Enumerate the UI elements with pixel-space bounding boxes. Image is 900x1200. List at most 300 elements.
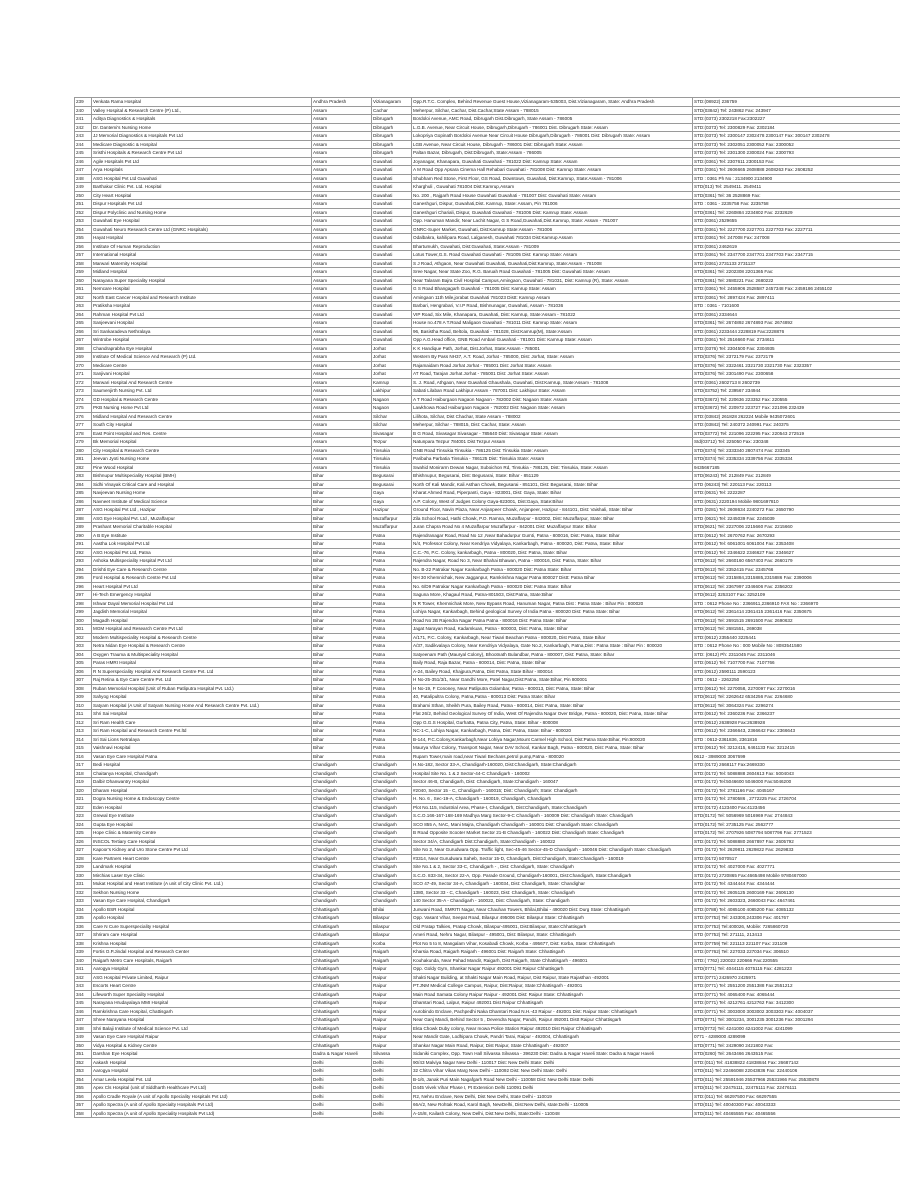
address-cell: GNB Road Tinsukia Tinsukia - 786125 Dist: Tinsukia State: Assam	[412, 446, 693, 455]
address-cell: Odalbakra, kahilipara Road, Lalganesh, Guwahati 781034 Dist:Kamrup Assam	[412, 234, 693, 243]
table-row	[75, 608, 900, 617]
serial-number-cell: 310	[75, 701, 92, 710]
phone-cell: STD:(0771) 2426970 2425971	[693, 973, 900, 982]
table-row	[75, 999, 900, 1008]
table-row	[75, 1084, 900, 1093]
table-row	[75, 140, 900, 149]
serial-number-cell: 331	[75, 880, 92, 889]
hospital-name-cell: Guwahati Neuro Research Centre Ltd (GNRC Hospitals)	[92, 225, 312, 234]
phone-cell: STD:(0361) Tel: 2455906 2528587 2457348 Fax: 2459186 2455102	[693, 285, 900, 294]
state-cell: Chhattisgarh	[312, 956, 372, 965]
table-row	[75, 574, 900, 583]
table-row	[75, 973, 900, 982]
address-cell: Road No 2B Rajendra Nagar Patna Patna - 800016 Dist: Patna State: Bihar	[412, 616, 693, 625]
phone-cell: STD:(0361) Tel: 247008 Fax: 247008	[693, 234, 900, 243]
address-cell: A/37, Sadikvalaya Colony, Near Kendriya Vidyalaya, Gate No.2, Kankarbagh, Patna,Dist : Patna State : Bihar Pin : 800020	[412, 642, 693, 651]
state-cell: Bihar	[312, 616, 372, 625]
hospital-name-cell: GD Hospital & Research Centre	[92, 395, 312, 404]
table-row	[75, 1007, 900, 1016]
serial-number-cell: 294	[75, 565, 92, 574]
serial-number-cell: 252	[75, 208, 92, 217]
table-row	[75, 939, 900, 948]
phone-cell: 0771 - 4289000 4289099	[693, 1033, 900, 1042]
city-cell: Guwahati	[372, 259, 412, 268]
hospital-name-cell: Satyam Hospital (A Unit of Satyam Nursing Home And Research Centre Pvt. Ltd.)	[92, 701, 312, 710]
address-cell: Hospital Site No. 1 & 2 Sector-44-C Chandigarh - 160002	[412, 769, 693, 778]
table-row	[75, 123, 900, 132]
phone-cell: STD:(0612) 2355440 3225441	[693, 633, 900, 642]
spreadsheet-sheet	[74, 97, 900, 1118]
phone-cell: STD(03772) Tel: 221096 222295 Fax: 220543 272519	[693, 429, 900, 438]
state-cell: Bihar	[312, 676, 372, 685]
city-cell: Patna	[372, 599, 412, 608]
city-cell: Raigarh	[372, 956, 412, 965]
state-cell: Bihar	[312, 744, 372, 753]
serial-number-cell: 248	[75, 174, 92, 183]
city-cell: Dibrugarh	[372, 149, 412, 158]
city-cell: Jorhat	[372, 344, 412, 353]
hospital-name-cell: Midland Hospital And Research Centre	[92, 412, 312, 421]
phone-cell: STD:(0172) Tel: 5088888 2604613 Fax: 5004043	[693, 769, 900, 778]
phone-cell: STD:(0612) Tel: 2360236 Fax: 2366237	[693, 710, 900, 719]
city-cell: Jorhat	[372, 361, 412, 370]
address-cell: Dhamtari Road, Lalpur, Raipur 492001 Dist Raipur Chhattisgarh	[412, 999, 693, 1008]
address-cell: H No-19, F Cononey, Near Patliputra Golambar, Patna - 800013, Dist: Patna, State: Bihar	[412, 684, 693, 693]
table-row	[75, 650, 900, 659]
phone-cell: STD(0612) Tel: 2262642 6534256 Fax: 2264680	[693, 693, 900, 702]
state-cell: Assam	[312, 276, 372, 285]
serial-number-cell: 308	[75, 684, 92, 693]
address-cell: Opp G.G.S Hospital, Gurhatta, Patna City, Patna, State: Bihar - 800008	[412, 718, 693, 727]
phone-cell: STD(0612) Tel: 3064324 Fax: 2296274	[693, 701, 900, 710]
address-cell: Brahami Sthan, Sheikh Pura, Bailey Road, Patna - 800014, Dist: Patna, State: Bihar	[412, 701, 693, 710]
hospital-name-cell: Bishnupur Multispeciality Hospital (BMH)	[92, 472, 312, 481]
address-cell: L.G.B. Avenue, Near Circuit House, Dibrugarh,Dibrugarh - 786001 Dist. Dibrugarh State: Assam	[412, 123, 693, 132]
hospital-name-cell: Magadh Hospital	[92, 616, 312, 625]
serial-number-cell: 241	[75, 115, 92, 124]
city-cell: Raipur	[372, 973, 412, 982]
table-row	[75, 693, 900, 702]
table-row	[75, 480, 900, 489]
table-row	[75, 735, 900, 744]
city-cell: Raipur	[372, 1016, 412, 1025]
phone-cell: STD: (0612) Ph: 2311045 Fax: 2311046	[693, 650, 900, 659]
city-cell: Patna	[372, 727, 412, 736]
address-cell: Aurobindo Enclave, Pachpedhi Naka Dhamtari Road N.H.-43 Raipur - 492001 Dist: Raipur State: Chhattisgarh	[412, 1007, 693, 1016]
state-cell: Bihar	[312, 608, 372, 617]
city-cell: Chandigarh	[372, 795, 412, 804]
table-row	[75, 540, 900, 549]
phone-cell: STD:(07759) Tel: 221113 221107 Fax: 221109	[693, 939, 900, 948]
table-row	[75, 251, 900, 260]
serial-number-cell: 257	[75, 251, 92, 260]
serial-number-cell: 276	[75, 412, 92, 421]
table-row	[75, 599, 900, 608]
state-cell: Delhi	[312, 1058, 372, 1067]
phone-cell: Std(03712) Tel: 225050 Fax: 230348	[693, 438, 900, 447]
serial-number-cell: 255	[75, 234, 92, 243]
phone-cell: STD:(0361) Tel: 2227700 2227701 2227703 Fax: 2227711	[693, 225, 900, 234]
state-cell: Chandigarh	[312, 829, 372, 838]
address-cell: H.No-182, Sector 33-A, Chandigarh-160020, Dist:Chandigarh, State:Chandigarh	[412, 761, 693, 770]
serial-number-cell: 357	[75, 1101, 92, 1110]
table-row	[75, 905, 900, 914]
table-row	[75, 922, 900, 931]
serial-number-cell: 275	[75, 404, 92, 413]
hospital-name-cell: Gupta Eye Hospital	[92, 820, 312, 829]
phone-cell: STD:(0612) Tel: 2346622 2346627 Fax: 2346627	[693, 548, 900, 557]
city-cell: Patna	[372, 650, 412, 659]
address-cell: A-24, Bailey Road, Khajpura,Patna, Dist Patna, State Bihar - 800014	[412, 667, 693, 676]
serial-number-cell: 296	[75, 582, 92, 591]
hospital-name-cell: Aditya Diagnostics & Hospitals	[92, 115, 312, 124]
state-cell: Bihar	[312, 642, 372, 651]
phone-cell: STD(0612) Tel: 2361414 2361415 2361416 Fax: 2350675	[693, 608, 900, 617]
city-cell: Guwahati	[372, 336, 412, 345]
serial-number-cell: 314	[75, 735, 92, 744]
state-cell: Assam	[312, 378, 372, 387]
table-row	[75, 871, 900, 880]
serial-number-cell: 324	[75, 820, 92, 829]
address-cell: Swahid Monirarm Dewan Nagar, Suboichon Rd, Tinsukia - 786125, Dist: Tinsukia, State: Assam	[412, 463, 693, 472]
city-cell: Delhi	[372, 1101, 412, 1110]
phone-cell: STD:(0361) Tel: 2347700 2347701 2347703 Fax: 2347715	[693, 251, 900, 260]
serial-number-cell: 335	[75, 914, 92, 923]
hospital-name-cell: Jagdish Memorial Hospital	[92, 608, 312, 617]
state-cell: Chandigarh	[312, 854, 372, 863]
table-row	[75, 659, 900, 668]
table-row	[75, 421, 900, 430]
phone-cell: STD(0612) Tel: 2315884,2315885,2315886 Fax: 2390006	[693, 574, 900, 583]
phone-cell: STD (06243) Tel: 220113 Fax: 220113	[693, 480, 900, 489]
hospital-name-cell: Drishti Eye Care & Research Centre	[92, 565, 312, 574]
address-cell: A T Road Haiburgaon Nagaon Nagaon - 782002 Dist: Nagaon State: Assam	[412, 395, 693, 404]
state-cell: Chhattisgarh	[312, 973, 372, 982]
phone-cell: STD:(0612) Tel: 2366643, 2366642 Fax: 2366643	[693, 727, 900, 736]
state-cell: Chandigarh	[312, 761, 372, 770]
phone-cell: STD:(0361) 2233444 2228819 Fax:2228876	[693, 327, 900, 336]
state-cell: Assam	[312, 234, 372, 243]
city-cell: Patna	[372, 540, 412, 549]
phone-cell: STD:(0373) Tel: 2300829 Fax: 2302184	[693, 123, 900, 132]
address-cell: A M Road Opp Apsara Cinema Hall Rehabari Guwahati - 781008 Dist: Kamrup State: Assam	[412, 166, 693, 175]
city-cell: Guwahati	[372, 234, 412, 243]
state-cell: Bihar	[312, 735, 372, 744]
serial-number-cell: 340	[75, 956, 92, 965]
hospital-name-cell: Vasan Eye Care Hospital, Chandigarh	[92, 897, 312, 906]
phone-cell: STD (0172) Tel: 2629811 2629822 Fax: 2629833	[693, 846, 900, 855]
table-row	[75, 557, 900, 566]
hospital-name-cell: Sidhi Vinayak Critical Care and Hospital	[92, 480, 312, 489]
city-cell: Guwahati	[372, 174, 412, 183]
phone-cell: 0612 - 3989000 3067699	[693, 752, 900, 761]
city-cell: Delhi	[372, 1109, 412, 1118]
serial-number-cell: 272	[75, 378, 92, 387]
phone-cell: STD(0612) 3253107 Fax: 3252109	[693, 591, 900, 600]
table-row	[75, 914, 900, 923]
state-cell: Bihar	[312, 531, 372, 540]
table-row	[75, 514, 900, 523]
serial-number-cell: 334	[75, 905, 92, 914]
hospital-name-cell: Navneet Institute of Medical Science	[92, 497, 312, 506]
city-cell: Guwahati	[372, 217, 412, 226]
table-row	[75, 1050, 900, 1059]
city-cell: Patna	[372, 591, 412, 600]
hospital-name-cell: Dispur Polyclinic and Nursing Home	[92, 208, 312, 217]
serial-number-cell: 356	[75, 1092, 92, 1101]
serial-number-cell: 321	[75, 795, 92, 804]
serial-number-cell: 307	[75, 676, 92, 685]
state-cell: Delhi	[312, 1109, 372, 1118]
hospital-name-cell: Shriram care Hospital	[92, 931, 312, 940]
hospital-name-cell: Aakash Hospital	[92, 1058, 312, 1067]
table-row	[75, 795, 900, 804]
table-row	[75, 837, 900, 846]
city-cell: Patna	[372, 684, 412, 693]
hospital-name-cell: City Heart Hospital	[92, 191, 312, 200]
table-row	[75, 336, 900, 345]
state-cell: Assam	[312, 259, 372, 268]
serial-number-cell: 290	[75, 531, 92, 540]
table-row	[75, 412, 900, 421]
state-cell: Delhi	[312, 1075, 372, 1084]
state-cell: Chandigarh	[312, 820, 372, 829]
state-cell: Chhattisgarh	[312, 905, 372, 914]
phone-cell: STD:(0172) Tel: 2781166 Fax: 4045167	[693, 786, 900, 795]
serial-number-cell: 353	[75, 1067, 92, 1076]
serial-number-cell: 319	[75, 778, 92, 787]
table-row	[75, 106, 900, 115]
serial-number-cell: 249	[75, 183, 92, 192]
address-cell: H No-25-351/3/1, Near Gandhi More, Patel Nagar,Dist:Patna, State:Bihar, Pin 800001	[412, 676, 693, 685]
hospital-table	[74, 97, 900, 1118]
table-row	[75, 259, 900, 268]
city-cell: Patna	[372, 744, 412, 753]
state-cell: Chhattisgarh	[312, 914, 372, 923]
table-row	[75, 208, 900, 217]
serial-number-cell: 254	[75, 225, 92, 234]
city-cell: Nagaon	[372, 395, 412, 404]
table-row	[75, 446, 900, 455]
phone-cell: STD:(03842) 261828 262224 Mobile 9435072601	[693, 412, 900, 421]
table-row	[75, 1058, 900, 1067]
hospital-name-cell: Institute Of Human Reproduction	[92, 242, 312, 251]
state-cell: Assam	[312, 446, 372, 455]
hospital-name-cell: Eden Hospital	[92, 803, 312, 812]
state-cell: Bihar	[312, 472, 372, 481]
address-cell: Meherpur, Silchar, Cachar, Dist.Cachar,State Assam - 788015	[412, 106, 693, 115]
table-row	[75, 582, 900, 591]
city-cell: Silvassa	[372, 1050, 412, 1059]
hospital-name-cell: Nemcare Hospital	[92, 285, 312, 294]
city-cell: Gaya	[372, 497, 412, 506]
address-cell: B Road Opposite Scooter Market Sector 21-B Chandigarh - 160022 Dist: Chandigarh State: Chandigarh	[412, 829, 693, 838]
table-row	[75, 778, 900, 787]
table-row	[75, 829, 900, 838]
city-cell: Raipur	[372, 1007, 412, 1016]
table-row	[75, 268, 900, 277]
table-row	[75, 387, 900, 396]
city-cell: Chandigarh	[372, 854, 412, 863]
city-cell: Kamrup	[372, 378, 412, 387]
hospital-name-cell: Shri Balaji Institute of Medical Science Pvt. Ltd	[92, 1024, 312, 1033]
phone-cell: STD : 0361 - 2235758 Fax: 2235758	[693, 200, 900, 209]
city-cell: Guwahati	[372, 327, 412, 336]
address-cell: S. J. Road, Athgaon, Near Guwahati Ghaushala, Guwahati, Dist:Kamrup, State:Assam - 781008	[412, 378, 693, 387]
table-row	[75, 310, 900, 319]
table-row	[75, 183, 900, 192]
table-row	[75, 1041, 900, 1050]
city-cell: Jorhat	[372, 353, 412, 362]
state-cell: Chhattisgarh	[312, 939, 372, 948]
serial-number-cell: 301	[75, 625, 92, 634]
address-cell: PT.JNM Medical College Campus, Raipur, Dist:Raipur, State:Chhattisgarh - 492001	[412, 982, 693, 991]
hospital-name-cell: Sanjeevani Hospital	[92, 319, 312, 328]
table-row	[75, 880, 900, 889]
serial-number-cell: 328	[75, 854, 92, 863]
state-cell: Bihar	[312, 667, 372, 676]
hospital-name-cell: Institute Of Medical Science And Research (P) Ltd.	[92, 353, 312, 362]
table-row	[75, 200, 900, 209]
city-cell: Muzaffarpur	[372, 523, 412, 532]
hospital-name-cell: Mirchias Laser Eye Clinic	[92, 871, 312, 880]
table-row	[75, 965, 900, 974]
city-cell: Delhi	[372, 1058, 412, 1067]
address-cell: GNRC-Super Market, Guwahati, Dist:Kamrup State:Assam - 781006	[412, 225, 693, 234]
table-row	[75, 854, 900, 863]
hospital-name-cell: Landmark Hospital	[92, 863, 312, 872]
state-cell: Assam	[312, 344, 372, 353]
city-cell: Patna	[372, 625, 412, 634]
state-cell: Chandigarh	[312, 769, 372, 778]
serial-number-cell: 318	[75, 769, 92, 778]
state-cell: Assam	[312, 404, 372, 413]
hospital-name-cell: Marwari Hospital And Research Centre	[92, 378, 312, 387]
hospital-name-cell: Midland Hospital	[92, 268, 312, 277]
hospital-name-cell: ASG Hospital Pvt Ltd Guwahati	[92, 174, 312, 183]
address-cell: Jagat Narayan Road, Kadamkuan, Patna - 800003, Dist: Patna, State: Bihar	[412, 625, 693, 634]
city-cell: Chandigarh	[372, 863, 412, 872]
hospital-name-cell: Rahman Hospital Pvt Ltd	[92, 310, 312, 319]
table-row	[75, 191, 900, 200]
address-cell: S J Road, Athgaon, Near Guwahati Guwahati, Guwahati,Dist:Kamrup, State:Assam - 781008	[412, 259, 693, 268]
serial-number-cell: 316	[75, 752, 92, 761]
state-cell: Chhattisgarh	[312, 1016, 372, 1025]
state-cell: Bihar	[312, 591, 372, 600]
table-row	[75, 820, 900, 829]
phone-cell: STD:(0771) Tel: 2551200 2551388 Fax:2551212	[693, 982, 900, 991]
hospital-name-cell: Kare Partners Heart Centre	[92, 854, 312, 863]
state-cell: Chandigarh	[312, 812, 372, 821]
table-row	[75, 463, 900, 472]
table-row	[75, 948, 900, 957]
city-cell: Raipur	[372, 1041, 412, 1050]
table-row	[75, 931, 900, 940]
address-cell: Flat 26/2, Behind Geological Survey Of India, West Of Rajendra Nagar Over Bridge, Patna - 800020, Dist: Patna, State: Bihar	[412, 710, 693, 719]
address-cell: S.C.O.166-167-168-169 Madhya Marg Sector-9-C Chandigarh - 160009 Dist: Chandigarh State: Chandigarh	[412, 812, 693, 821]
address-cell: Site No 2, Near Gurudwara Opp. Traffic light, Sec-45-46 Sector-45-D Chandigarh - 160046 Dist: Chandigarh State: Chandigarh	[412, 846, 693, 855]
phone-cell: STD(0172) Tel: 5056969 5016969 Fax: 2744843	[693, 812, 900, 821]
serial-number-cell: 332	[75, 888, 92, 897]
table-row	[75, 276, 900, 285]
state-cell: Assam	[312, 149, 372, 158]
hospital-name-cell: Navjeevan Nursing Home	[92, 489, 312, 498]
hospital-name-cell: JJ Memorial Diagnostics & Hospitals Pvt Ltd	[92, 132, 312, 141]
address-cell: Sabati Lilaban Road Lakhipur Assam - 787001 Dist: Lakhipur State: Assam	[412, 387, 693, 396]
hospital-name-cell: Kapoor's Kidney and Uro Stone Centre Pvt Ltd	[92, 846, 312, 855]
state-cell: Chhattisgarh	[312, 999, 372, 1008]
address-cell: Shubham Red Stone, First Floor, GS Road, Downtown, Guwahati, Dist:Kamrup, State:Assam - 781006	[412, 174, 693, 183]
phone-cell: STD(0772) Tel: 4241000 4241002 Fax: 4241099	[693, 1024, 900, 1033]
address-cell: Meherpur, Silchar - 788015, Dist: Cachar, State: Assam	[412, 421, 693, 430]
hospital-name-cell: Medicare Centre	[92, 361, 312, 370]
address-cell: D445 Vivek Vihar Phase I, Pt Extension Delhi 110091 Delhi	[412, 1084, 693, 1093]
phone-cell: STD:(0361) Tel: 2897424 Fax: 2897411	[693, 293, 900, 302]
city-cell: Patna	[372, 582, 412, 591]
address-cell: Opp. Hanuman Mandir, Near Lachit Nagar, G S Road,Guwahati,Dist.Kamrup, State: Assam - 781007	[412, 217, 693, 226]
address-cell: Lawkhowa Road Haiburgaon Nagaon - 782002 Dist: Nagaon State: Assam	[412, 404, 693, 413]
address-cell: S.C.O. 833-34, Sector 22-A, Opp. Parade Ground, Chandigarh-160001, Dist:Chandigarh, State:Chandigarh	[412, 871, 693, 880]
state-cell: Bihar	[312, 574, 372, 583]
address-cell: NH 30 Khemnichak, New Jagganpur, Ramkrishna Nagar Patna 800027 Distt: Patna Bihar	[412, 574, 693, 583]
hospital-name-cell: MGM Hospital and Research Centre Pvt Ltd	[92, 625, 312, 634]
address-cell: Kharat Ahmed Road, Piperpanti, Gaya - 823001, Dist: Gaya, State: Bihar	[412, 489, 693, 498]
hospital-name-cell: Dharam Hospital	[92, 786, 312, 795]
phone-cell: STD:(0172) 2668117 Fax:2669330	[693, 761, 900, 770]
serial-number-cell: 278	[75, 429, 92, 438]
hospital-name-cell: ASG Hospital Pvt Ltd , Hazipur	[92, 506, 312, 515]
serial-number-cell: 240	[75, 106, 92, 115]
city-cell: Patna	[372, 557, 412, 566]
address-cell: Ameri Road, Nehru Nagar, Bilaspur - 495001, Dist: Bilaspur, State: Chhattisgarh	[412, 931, 693, 940]
hospital-name-cell: Escorts Heart Centre	[92, 982, 312, 991]
phone-cell: STD:(0361) Tel: 2516660 Fax: 2734611	[693, 336, 900, 345]
phone-cell: STD(0612) Tel: 2367997 2346606 Fax: 2356202	[693, 582, 900, 591]
serial-number-cell: 285	[75, 489, 92, 498]
state-cell: Bihar	[312, 727, 372, 736]
serial-number-cell: 302	[75, 633, 92, 642]
serial-number-cell: 270	[75, 361, 92, 370]
city-cell: Begusarai	[372, 472, 412, 481]
address-cell: Ganeshguri, Dispur, Guwahati,Dist. Kamrup, State: Assam, Pin 781006	[412, 200, 693, 209]
table-row	[75, 149, 900, 158]
hospital-name-cell: R N Superspeciality Hospital And Research Centre Pvt. Ltd	[92, 667, 312, 676]
city-cell: Patna	[372, 574, 412, 583]
serial-number-cell: 315	[75, 744, 92, 753]
city-cell: Raipur	[372, 1033, 412, 1042]
city-cell: Chandigarh	[372, 803, 412, 812]
address-cell: Lokopriya Gopinath Bordoloi Avenue Near Circuit House Dibrugarh,Dibrugarh - 786001 Dist: Dibrugarh State: Assam	[412, 132, 693, 141]
state-cell: Assam	[312, 327, 372, 336]
city-cell: Cachar	[372, 106, 412, 115]
city-cell: Lakhipur	[372, 387, 412, 396]
address-cell: SCO 47-49, Sector 34-A, Chandigarh - 160034, Dist: Chandigarh, State: Chandighar	[412, 880, 693, 889]
address-cell: #2040, Sector 15 - C, Chandigarh - 160015; Dist: Chandigarh; State: Chandigarh	[412, 786, 693, 795]
table-row	[75, 242, 900, 251]
city-cell: Chandigarh	[372, 778, 412, 787]
phone-cell: STD (0172) Tel: 4344444 Fax: 4344444	[693, 880, 900, 889]
state-cell: Assam	[312, 319, 372, 328]
state-cell: Assam	[312, 157, 372, 166]
hospital-name-cell: Hope Clinic & Maternity Centre	[92, 829, 312, 838]
state-cell: Bihar	[312, 599, 372, 608]
city-cell: Hazipur	[372, 506, 412, 515]
state-cell: Delhi	[312, 1101, 372, 1110]
phone-cell: STD (0172) Tel: 2603323, 2660043 Fax: 4647461	[693, 897, 900, 906]
city-cell: Chandigarh	[372, 829, 412, 838]
city-cell: Patna	[372, 633, 412, 642]
city-cell: Patna	[372, 667, 412, 676]
